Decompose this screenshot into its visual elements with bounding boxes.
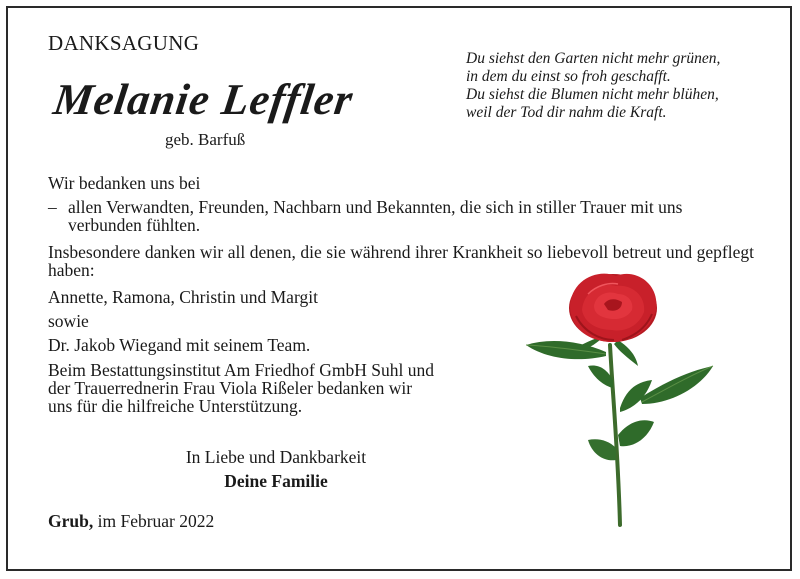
poem-line: Du siehst den Garten nicht mehr grünen, xyxy=(466,50,721,67)
rose-icon xyxy=(518,270,718,530)
poem-line: weil der Tod dir nahm die Kraft. xyxy=(466,104,667,121)
thanks-paragraph-caregivers: Insbesondere danken wir all denen, die sie während ihrer Krankheit so liebevoll betreut und gepflegt haben: xyxy=(48,242,754,280)
deceased-name: Melanie Leffler xyxy=(50,75,357,124)
poem-line: in dem du einst so froh geschafft. xyxy=(466,68,671,85)
funeral-line: der Trauerrednerin Frau Viola Rißeler bedanken wir xyxy=(48,378,413,398)
poem-line: Du siehst die Blumen nicht mehr blühen, xyxy=(466,86,719,103)
signature-family: Deine Familie xyxy=(224,471,328,491)
heading: DANKSAGUNG xyxy=(48,31,200,55)
funeral-line: uns für die hilfreiche Unterstützung. xyxy=(48,396,303,416)
paragraph-text: allen Verwandten, Freunden, Nachbarn und Bekannten, die sich in stiller Trauer mit uns verbunden fühlten. xyxy=(68,197,683,235)
place-date xyxy=(48,511,214,532)
birth-name: geb. Barfuß xyxy=(165,130,246,149)
closing-line: In Liebe und Dankbarkeit xyxy=(185,447,367,467)
place-name: Grub, xyxy=(48,511,94,531)
dash-bullet: – xyxy=(48,197,57,217)
conjunction-text: sowie xyxy=(48,311,89,331)
funeral-line: Beim Bestattungsinstitut Am Friedhof GmbH Suhl und xyxy=(48,360,434,380)
thanks-paragraph-relatives xyxy=(48,198,754,234)
funeral-thanks xyxy=(48,361,478,415)
doctor-team: Dr. Jakob Wiegand mit seinem Team. xyxy=(48,335,311,355)
date-text: im Februar 2022 xyxy=(97,511,215,531)
thanks-intro: Wir bedanken uns bei xyxy=(48,173,201,193)
caregiver-names: Annette, Ramona, Christin und Margit xyxy=(48,287,318,307)
poem xyxy=(466,50,720,122)
